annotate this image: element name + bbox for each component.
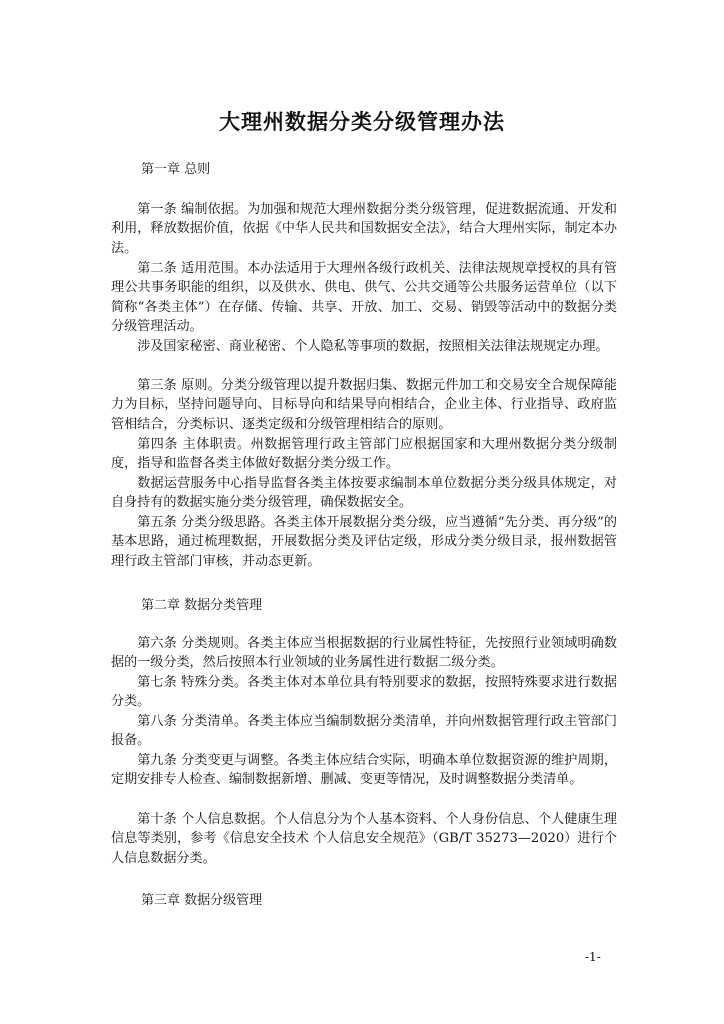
article-3: 第三条 原则。分类分级管理以提升数据归集、数据元件加工和交易安全合规保障能力为目标，坚持问题导向、目标导向和结果导向相结合，企业主体、行业指导、政府监管相结合，分类标识、逐类定级和分级管理相结合的原则。 bbox=[111, 378, 617, 432]
article-7: 第七条 特殊分类。各类主体对本单位具有特别要求的数据，按照特殊要求进行数据分类。 bbox=[111, 675, 617, 710]
article-10: 第十条 个人信息数据。个人信息分为个人基本资料、个人身份信息、个人健康生理信息等类别，参考《信息安全技术 个人信息安全规范》（GB/T 35273—2020）进行个人信息数据分类。 bbox=[111, 812, 617, 866]
article-6: 第六条 分类规则。各类主体应当根据数据的行业属性特征，先按照行业领域明确数据的一级分类，然后按照本行业领域的业务属性进行数据二级分类。 bbox=[111, 636, 617, 671]
chapter-heading: 第二章 数据分类管理 bbox=[141, 598, 263, 613]
article-1: 第一条 编制依据。为加强和规范大理州数据分类分级管理，促进数据流通、开发和利用，释放数据价值，依据《中华人民共和国数据安全法》，结合大理州实际，制定本办法。 bbox=[111, 202, 617, 256]
page-number: -1- bbox=[585, 950, 601, 964]
article-2: 第二条 适用范围。本办法适用于大理州各级行政机关、法律法规规章授权的具有管理公共事务职能的组织，以及供水、供电、供气、公共交通等公共服务运营单位（以下简称“各类主体”）在存储、传输、共享、开放、加工、交易、销毁等活动中的数据分类分级管理活动。 bbox=[111, 261, 617, 335]
document-title: 大理州数据分类分级管理办法 bbox=[219, 110, 505, 134]
chapter-heading: 第三章 数据分级管理 bbox=[141, 893, 263, 908]
chapter-heading: 第一章 总则 bbox=[141, 162, 211, 177]
article-4: 第四条 主体职责。州数据管理行政主管部门应根据国家和大理州数据分类分级制度，指导和监督各类主体做好数据分类分级工作。 bbox=[111, 437, 617, 472]
article-2-note: 涉及国家秘密、商业秘密、个人隐私等事项的数据，按照相关法律法规规定办理。 bbox=[137, 339, 609, 354]
article-4-note: 数据运营服务中心指导监督各类主体按要求编制本单位数据分类分级具体规定，对自身持有的数据实施分类分级管理，确保数据安全。 bbox=[111, 476, 617, 511]
article-8: 第八条 分类清单。各类主体应当编制数据分类清单，并向州数据管理行政主管部门报备。 bbox=[111, 714, 617, 749]
article-5: 第五条 分类分级思路。各类主体开展数据分类分级，应当遵循“先分类、再分级”的基本思路，通过梳理数据，开展数据分类及评估定级，形成分类分级目录，报州数据管理行政主管部门审核，并动态更新。 bbox=[111, 515, 617, 569]
article-9: 第九条 分类变更与调整。各类主体应结合实际，明确本单位数据资源的维护周期，定期安排专人检查、编制数据新增、删减、变更等情况，及时调整数据分类清单。 bbox=[111, 753, 617, 788]
